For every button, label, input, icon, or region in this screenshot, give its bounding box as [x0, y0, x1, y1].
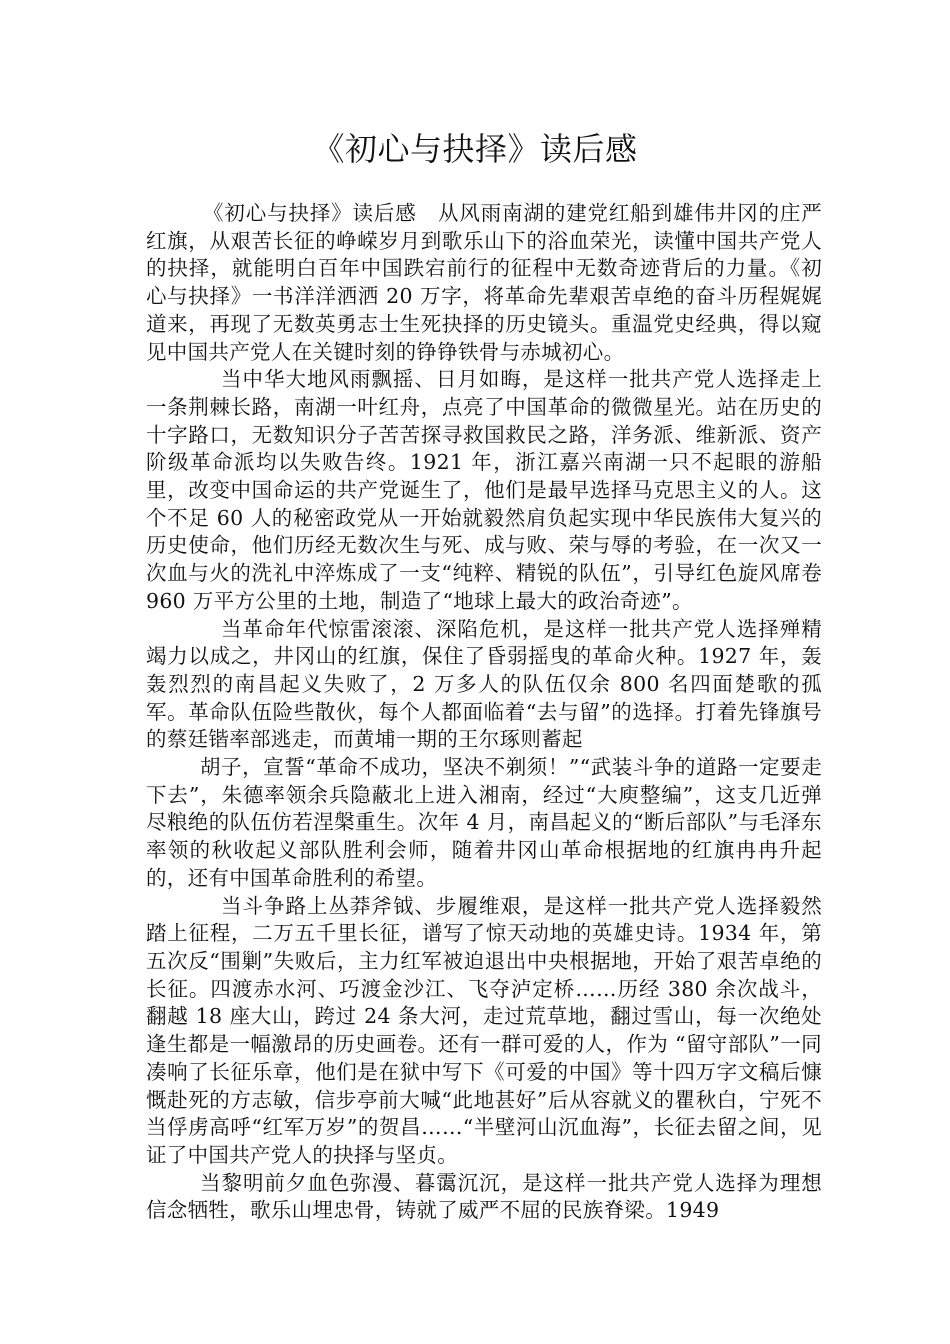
paragraph-founding: 当中华大地风雨飘摇、日月如晦，是这样一批共产党人选择走上一条荆棘长路，南湖一叶红舟，点亮了中国革命的微微星光。站在历史的十字路口，无数知识分子苦苦探寻救国救民之路，洋务派、维新派、资产阶级革命派均以失败告终。1921 年，浙江嘉兴南湖一只不起眼的游船里，改变中国命运的共产党诞生了，他们是最早选择马克思主义的人。这个不足 60 人的秘密政党从一开始就毅然肩负起实现中华民族伟大复兴的历史使命，他们历经无数次生与死、成与败、荣与辱的考验，在一次又一次血与火的洗礼中淬炼成了一支“纯粹、精锐的队伍”，引导红色旋风席卷 960 万平方公里的土地，制造了“地球上最大的政治奇迹”。 — [146, 367, 822, 613]
paragraph-jinggangshan-continued: 胡子，宣誓“革命不成功，坚决不剃须！”“武装斗争的道路一定要走下去”，朱德率领余兵隐蔽北上进入湘南，经过“大庾整编”，这支几近弹尽粮绝的队伍仿若涅槃重生。次年 4 月，南昌起义的“断后部队”与毛泽东率领的秋收起义部队胜利会师，随着井冈山革命根据地的红旗冉冉升起的，还有中国革命胜利的希望。 — [146, 755, 822, 890]
paragraph-long-march: 当斗争路上丛莽斧钺、步履维艰，是这样一批共产党人选择毅然踏上征程，二万五千里长征，谱写了惊天动地的英雄史诗。1934 年，第五次反“围剿”失败后，主力红军被迫退出中央根据地，开始了艰苦卓绝的长征。四渡赤水河、巧渡金沙江、飞夺泸定桥……历经 380 余次战斗，翻越 18 座大山，跨过 24 条大河，走过荒草地，翻过雪山，每一次绝处逢生都是一幅激昂的历史画卷。还有一群可爱的人，作为 “留守部队”一同凑响了长征乐章，他们是在狱中写下《可爱的中国》等十四万字文稿后慷慨赴死的方志敏，信步亭前大喊“此地甚好”后从容就义的瞿秋白，宁死不当俘虏高呼“红军万岁”的贺昌……“半壁河山沉血海”，长征去留之间，见证了中国共产党人的抉择与坚贞。 — [146, 893, 822, 1167]
document-body — [146, 200, 822, 1225]
paragraph-jinggangshan: 当革命年代惊雷滚滚、深陷危机，是这样一批共产党人选择殚精竭力以成之，井冈山的红旗，保住了昏弱摇曳的革命火种。1927 年，轰轰烈烈的南昌起义失败了，2 万多人的队伍仅余 800 名四面楚歌的孤军。革命队伍险些散伙，每个人都面临着“去与留”的选择。打着先锋旗号的蔡廷锴率部逃走，而黄埔一期的王尔琢则蓄起 — [146, 616, 822, 752]
document-title: 《初心与抉择》读后感 — [312, 130, 638, 168]
paragraph-geleshan: 当黎明前夕血色弥漫、暮霭沉沉，是这样一批共产党人选择为理想信念牺牲，歌乐山埋忠骨，铸就了威严不屈的民族脊梁。1949 — [146, 1170, 822, 1223]
paragraph-intro: 《初心与抉择》读后感 从风雨南湖的建党红船到雄伟井冈的庄严红旗，从艰苦长征的峥嵘岁月到歌乐山下的浴血荣光，读懂中国共产党人的抉择，就能明白百年中国跌宕前行的征程中无数奇迹背后的力量。《初心与抉择》一书洋洋洒洒 20 万字，将革命先辈艰苦卓绝的奋斗历程娓娓道来，再现了无数英勇志士生死抉择的历史镜头。重温党史经典，得以窥见中国共产党人在关键时刻的铮铮铁骨与赤城初心。 — [146, 201, 822, 364]
